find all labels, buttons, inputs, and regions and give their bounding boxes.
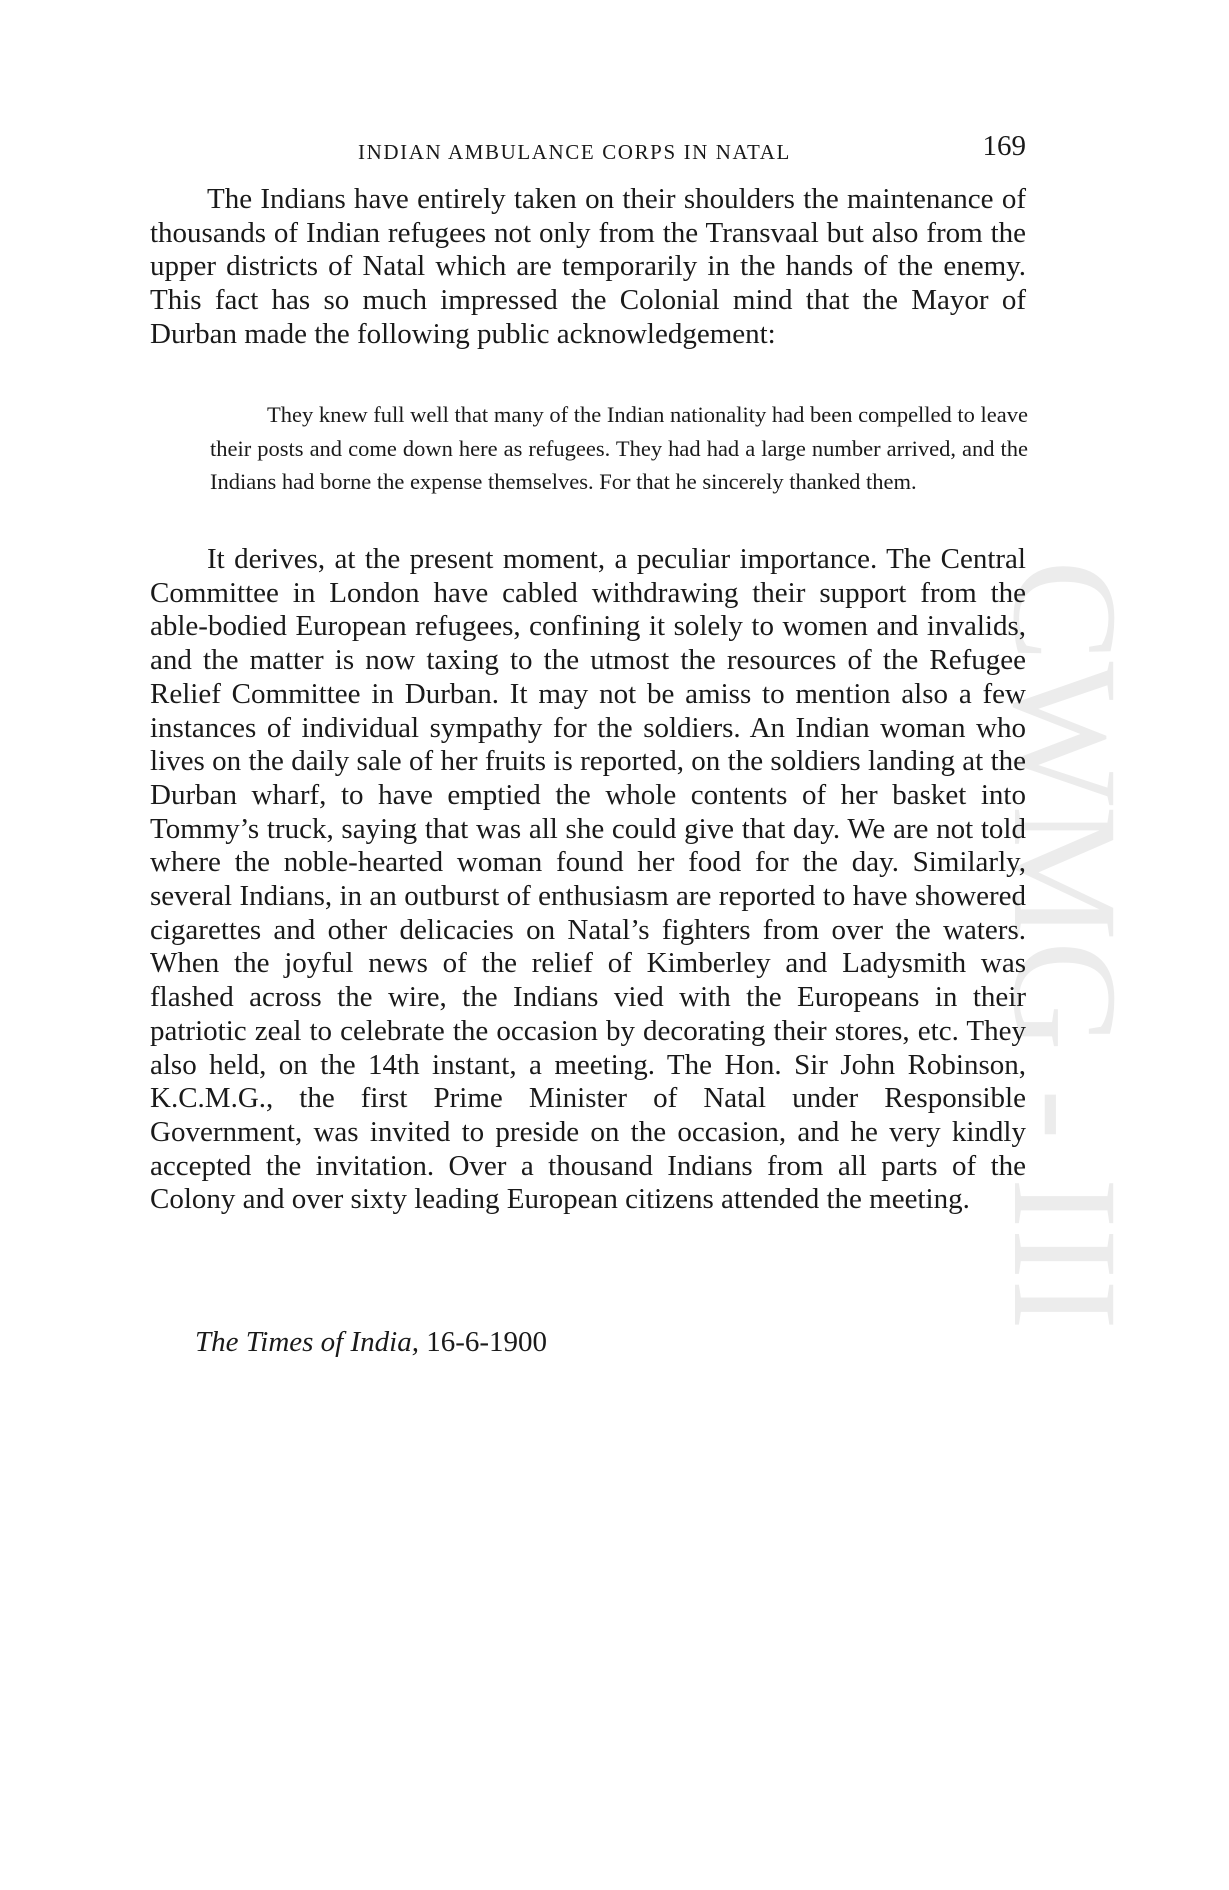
body-paragraph-2: It derives, at the present moment, a peculiar importance. The Central Committee in London have cabled withdrawing their support from the able-bodied European refugees, confining it solely to women and invalids, and the matter is now taxing to the utmost the resources of the Refugee Relief Committee in Durban. It may not be amiss to mention also a few instances of individual sympathy for the soldiers. An Indian woman who lives on the daily sale of her fruits is reported, on the soldiers landing at the Durban wharf, to have emptied the whole contents of her basket into Tommy’s truck, saying that was all she could give that day. We are not told where the noble-hearted woman found her food for the day. Similarly, several Indians, in an outburst of enthusiasm are reported to have showered cigarettes and other delicacies on Natal’s fighters from over the waters. When the joyful news of the relief of Kimberley and Ladysmith was flashed across the wire, the Indians vied with the Europeans in their patriotic zeal to celebrate the occasion by decorating their stores, etc. They also held, on the 14th instant, a meeting. The Hon. Sir John Robinson, K.C.M.G., the first Prime Minister of Natal under Responsible Government, was invited to preside on the occasion, and he very kindly accepted the invitation. Over a thousand Indians from all parts of the Colony and over sixty leading European citizens attended the meeting. — [150, 543, 1026, 1216]
citation — [195, 1326, 547, 1359]
body-paragraph-1: The Indians have entirely taken on their shoulders the maintenance of thousands of Indian refugees not only from the Transvaal but also from the upper districts of Natal which are temporarily in the hands of the enemy. This fact has so much impressed the Colonial mind that the Mayor of Durban made the following public acknowledgement: — [150, 183, 1026, 350]
citation-date: 16-6-1900 — [426, 1326, 548, 1358]
running-title: INDIAN AMBULANCE CORPS IN NATAL — [358, 140, 791, 164]
page-number: 169 — [982, 130, 1026, 162]
running-head — [150, 132, 1026, 172]
block-quote: They knew full well that many of the Indian nationality had been compelled to leave their posts and come down here as refugees. They had had a large number arrived, and the Indians had borne the expense themselves. For that he sincerely thanked them. — [210, 402, 1029, 494]
body-paragraph-1-block — [150, 183, 1026, 352]
watermark-text: CWMG - III — [982, 560, 1148, 1319]
citation-source: The Times of India, — [195, 1326, 419, 1358]
body-paragraph-2-block — [150, 543, 1026, 1217]
